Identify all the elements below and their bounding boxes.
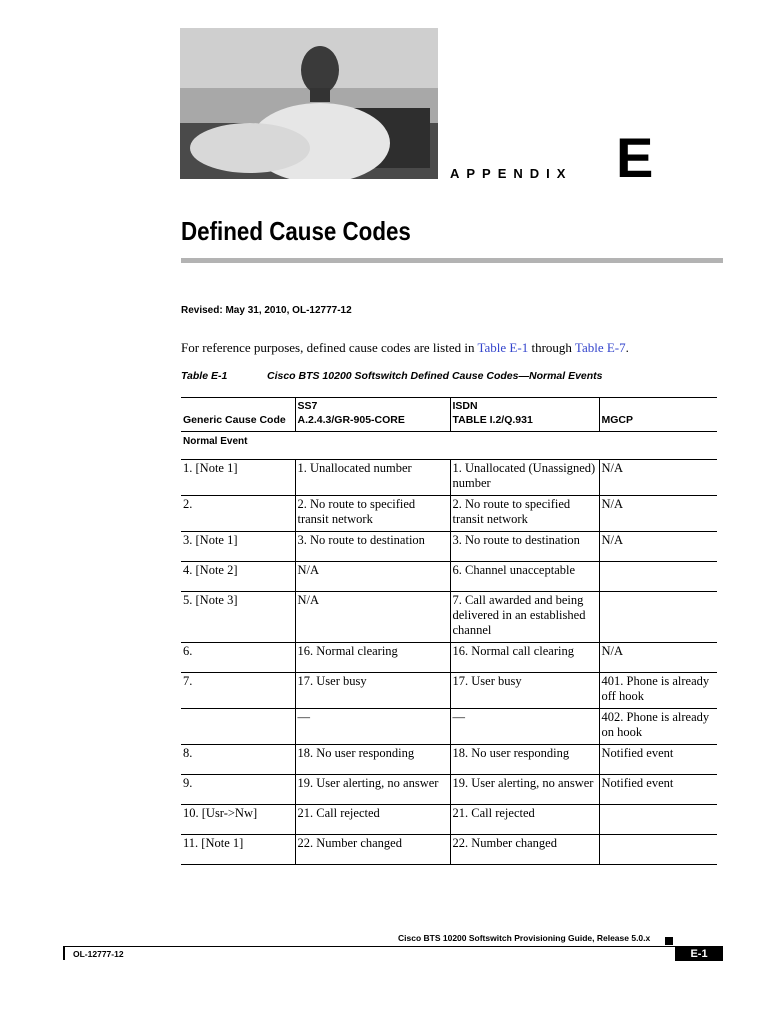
cell-ss7: 2. No route to specified transit network — [295, 496, 450, 532]
cell-mgcp: Notified event — [599, 775, 717, 805]
cell-mgcp: N/A — [599, 460, 717, 496]
footer-guide-title: Cisco BTS 10200 Softswitch Provisioning Guide, Release 5.0.x — [398, 933, 651, 943]
table-row — [181, 805, 717, 835]
table-row — [181, 775, 717, 805]
cell-mgcp: N/A — [599, 643, 717, 673]
cell-generic: 7. — [181, 673, 295, 709]
cell-generic — [181, 709, 295, 745]
intro-text-middle: through — [528, 340, 575, 355]
cell-ss7: 18. No user responding — [295, 745, 450, 775]
cause-codes-table — [181, 397, 717, 865]
table-caption — [181, 370, 603, 382]
footer-divider — [63, 946, 723, 947]
cell-mgcp: N/A — [599, 532, 717, 562]
page-number-badge: E-1 — [675, 947, 723, 961]
cell-ss7: N/A — [295, 562, 450, 592]
cell-isdn: 22. Number changed — [450, 835, 599, 865]
table-row — [181, 460, 717, 496]
intro-text-after: . — [625, 340, 629, 355]
cell-isdn: 16. Normal call clearing — [450, 643, 599, 673]
column-header-ss7: SS7 A.2.4.3/GR-905-CORE — [295, 398, 450, 432]
cell-ss7: N/A — [295, 592, 450, 643]
cell-generic: 4. [Note 2] — [181, 562, 295, 592]
table-row — [181, 643, 717, 673]
cell-mgcp: 402. Phone is already on hook — [599, 709, 717, 745]
footer-marker — [665, 937, 673, 945]
table-row — [181, 592, 717, 643]
cell-isdn: 6. Channel unacceptable — [450, 562, 599, 592]
table-row — [181, 673, 717, 709]
cell-mgcp: Notified event — [599, 745, 717, 775]
table-e1-link[interactable]: Table E-1 — [477, 340, 529, 355]
table-e7-link[interactable]: Table E-7 — [574, 340, 626, 355]
appendix-letter: E — [616, 126, 654, 189]
cell-isdn: — — [450, 709, 599, 745]
cell-generic: 11. [Note 1] — [181, 835, 295, 865]
chapter-title: Defined Cause Codes — [181, 216, 411, 246]
person-photo-icon — [180, 28, 438, 179]
cell-generic: 1. [Note 1] — [181, 460, 295, 496]
cell-isdn: 3. No route to destination — [450, 532, 599, 562]
table-row — [181, 532, 717, 562]
section-row — [181, 432, 717, 460]
table-row — [181, 745, 717, 775]
cell-ss7: 17. User busy — [295, 673, 450, 709]
cell-generic: 5. [Note 3] — [181, 592, 295, 643]
cell-ss7: — — [295, 709, 450, 745]
cell-isdn: 18. No user responding — [450, 745, 599, 775]
cell-mgcp — [599, 805, 717, 835]
title-divider — [181, 258, 723, 263]
intro-text-before: For reference purposes, defined cause codes are listed in — [181, 340, 478, 355]
cell-isdn: 21. Call rejected — [450, 805, 599, 835]
cell-isdn: 1. Unallocated (Unassigned) number — [450, 460, 599, 496]
cell-isdn: 2. No route to specified transit network — [450, 496, 599, 532]
table-row — [181, 835, 717, 865]
column-header-generic: Generic Cause Code — [181, 398, 295, 432]
cell-ss7: 16. Normal clearing — [295, 643, 450, 673]
table-row — [181, 562, 717, 592]
cell-mgcp: N/A — [599, 496, 717, 532]
cell-ss7: 19. User alerting, no answer — [295, 775, 450, 805]
table-header-row — [181, 398, 717, 432]
cell-mgcp — [599, 592, 717, 643]
cell-generic: 8. — [181, 745, 295, 775]
table-caption-title: Cisco BTS 10200 Softswitch Defined Cause Codes—Normal Events — [267, 370, 603, 382]
cell-isdn: 17. User busy — [450, 673, 599, 709]
cell-generic: 9. — [181, 775, 295, 805]
cell-mgcp — [599, 835, 717, 865]
cell-mgcp — [599, 562, 717, 592]
footer-doc-number: OL-12777-12 — [73, 949, 124, 959]
table-row — [181, 709, 717, 745]
header-photo — [180, 28, 438, 179]
appendix-label: APPENDIX — [450, 166, 573, 181]
cell-ss7: 22. Number changed — [295, 835, 450, 865]
cell-ss7: 1. Unallocated number — [295, 460, 450, 496]
footer-tick — [63, 946, 65, 960]
table-caption-number: Table E-1 — [181, 370, 228, 382]
revision-note: Revised: May 31, 2010, OL-12777-12 — [181, 305, 352, 316]
cell-generic: 6. — [181, 643, 295, 673]
cell-ss7: 3. No route to destination — [295, 532, 450, 562]
cell-generic: 10. [Usr->Nw] — [181, 805, 295, 835]
cell-generic: 3. [Note 1] — [181, 532, 295, 562]
cell-isdn: 7. Call awarded and being delivered in an established channel — [450, 592, 599, 643]
column-header-isdn: ISDN TABLE I.2/Q.931 — [450, 398, 599, 432]
table-row — [181, 496, 717, 532]
cell-generic: 2. — [181, 496, 295, 532]
cell-ss7: 21. Call rejected — [295, 805, 450, 835]
intro-paragraph — [181, 340, 629, 356]
cell-isdn: 19. User alerting, no answer — [450, 775, 599, 805]
section-label: Normal Event — [181, 432, 717, 460]
column-header-mgcp: MGCP — [599, 398, 717, 432]
cell-mgcp: 401. Phone is already off hook — [599, 673, 717, 709]
